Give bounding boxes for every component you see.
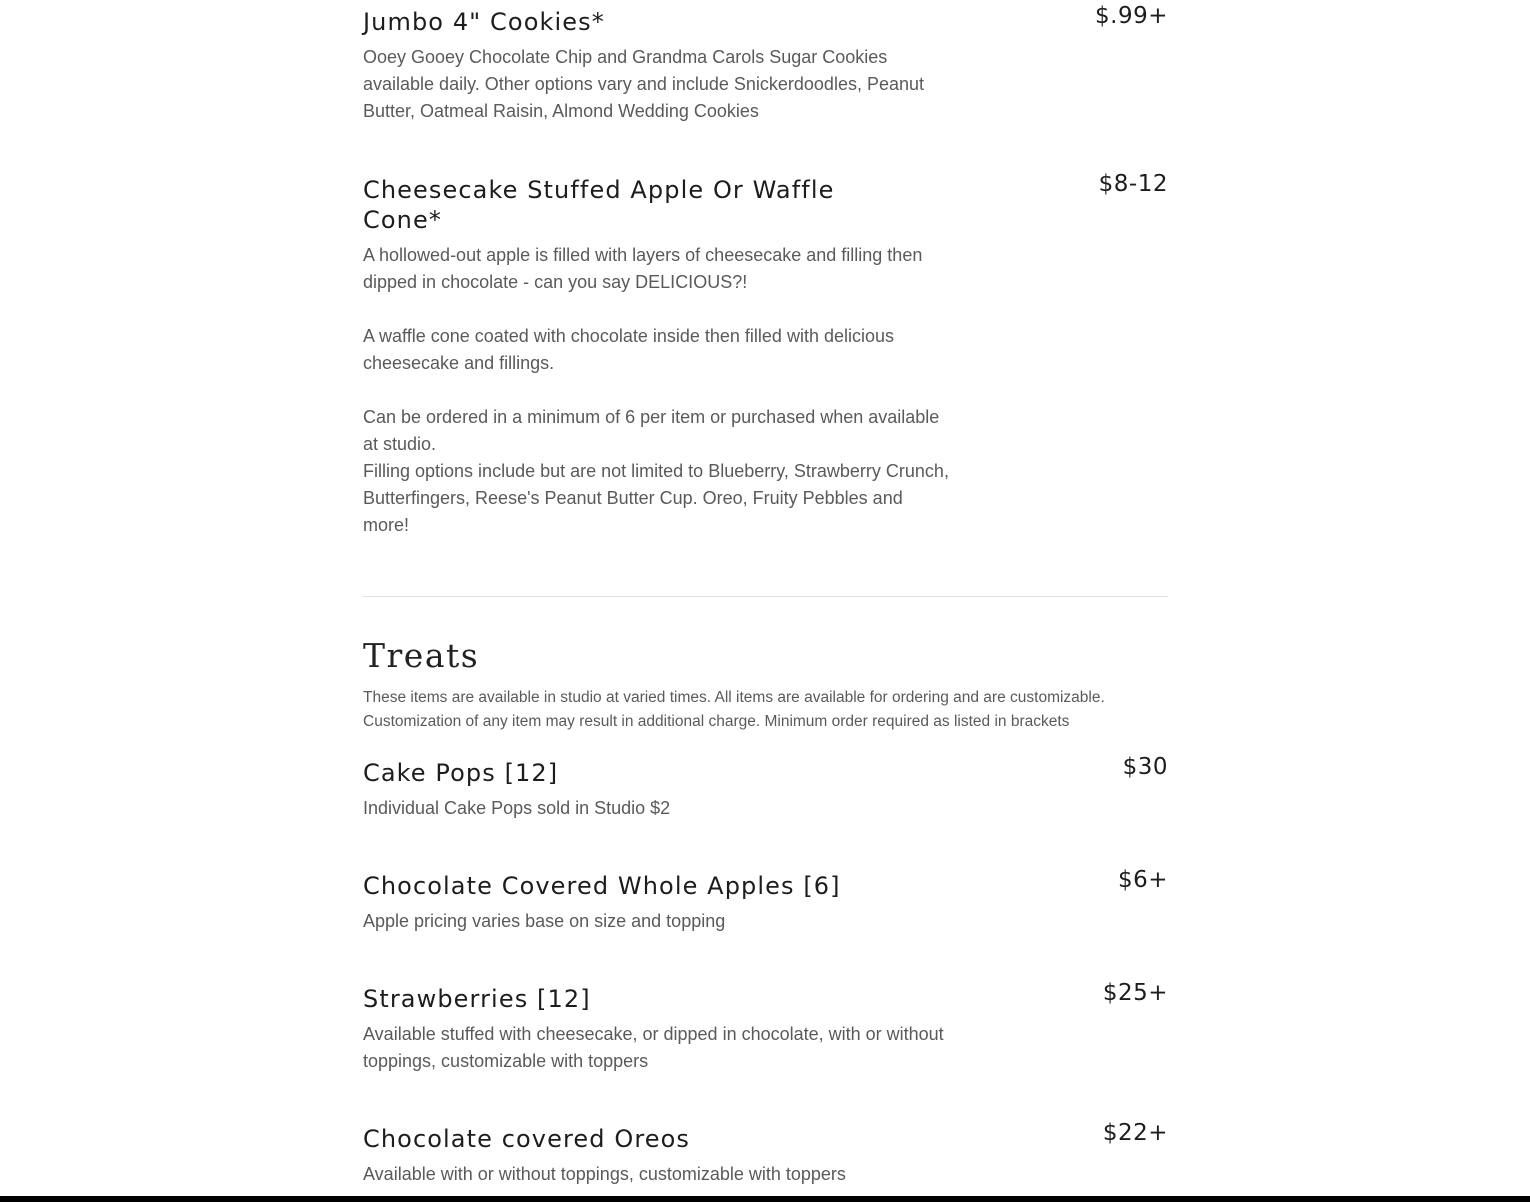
menu-item-cheesecake-stuffed	[363, 171, 1168, 539]
item-description: Ooey Gooey Chocolate Chip and Grandma Carols Sugar Cookies available daily. Other options vary and include Snickerdoodles, Peanut Butter, Oatmeal Raisin, Almond Wedding Cookies	[363, 47, 925, 121]
item-price: $22+	[1102, 1120, 1168, 1146]
menu-item-chocolate-oreos	[363, 1120, 1168, 1188]
menu-item-chocolate-apples	[363, 867, 1168, 935]
item-title: Cheesecake Stuffed Apple Or Waffle Cone*	[363, 176, 835, 234]
section-title-treats: Treats	[363, 636, 480, 675]
menu-item-strawberries	[363, 980, 1168, 1075]
menu-item-jumbo-cookies	[363, 3, 1168, 125]
item-price: $8-12	[1098, 171, 1168, 197]
section-description: These items are available in studio at varied times. All items are available for ordering and are customizable. Customization of any item may result in additional charge. Minimum order required as listed in brackets	[363, 689, 1105, 730]
item-title: Jumbo 4" Cookies*	[363, 8, 605, 36]
section-divider	[363, 596, 1168, 597]
item-price: $30	[1122, 754, 1168, 780]
item-price: $6+	[1117, 867, 1168, 893]
item-title: Chocolate Covered Whole Apples [6]	[363, 872, 841, 900]
item-price: $25+	[1102, 980, 1168, 1006]
item-title: Chocolate covered Oreos	[363, 1125, 691, 1153]
item-description: A hollowed-out apple is filled with layers of cheesecake and filling then dipped in chocolate - can you say DELICIOUS?! A waffle cone coated with chocolate inside then filled with delicious cheesecake and fillings. Can be ordered in a minimum of 6 per item or purchased when available at studio. Filling options include but are not limited to Blueberry, Strawberry Crunch, Butterfingers, Reese's Peanut Butter Cup. Oreo, Fruity Pebbles and more!	[363, 245, 949, 535]
bottom-edge-bar	[0, 1196, 1530, 1202]
item-title: Strawberries [12]	[363, 985, 591, 1013]
menu-item-cake-pops	[363, 754, 1168, 822]
item-description: Apple pricing varies base on size and topping	[363, 911, 726, 931]
item-description: Available with or without toppings, customizable with toppers	[363, 1164, 846, 1184]
item-title: Cake Pops [12]	[363, 759, 559, 787]
item-description: Individual Cake Pops sold in Studio $2	[363, 798, 671, 818]
item-price: $.99+	[1095, 3, 1168, 29]
item-description: Available stuffed with cheesecake, or dipped in chocolate, with or without toppings, customizable with toppers	[363, 1024, 944, 1071]
